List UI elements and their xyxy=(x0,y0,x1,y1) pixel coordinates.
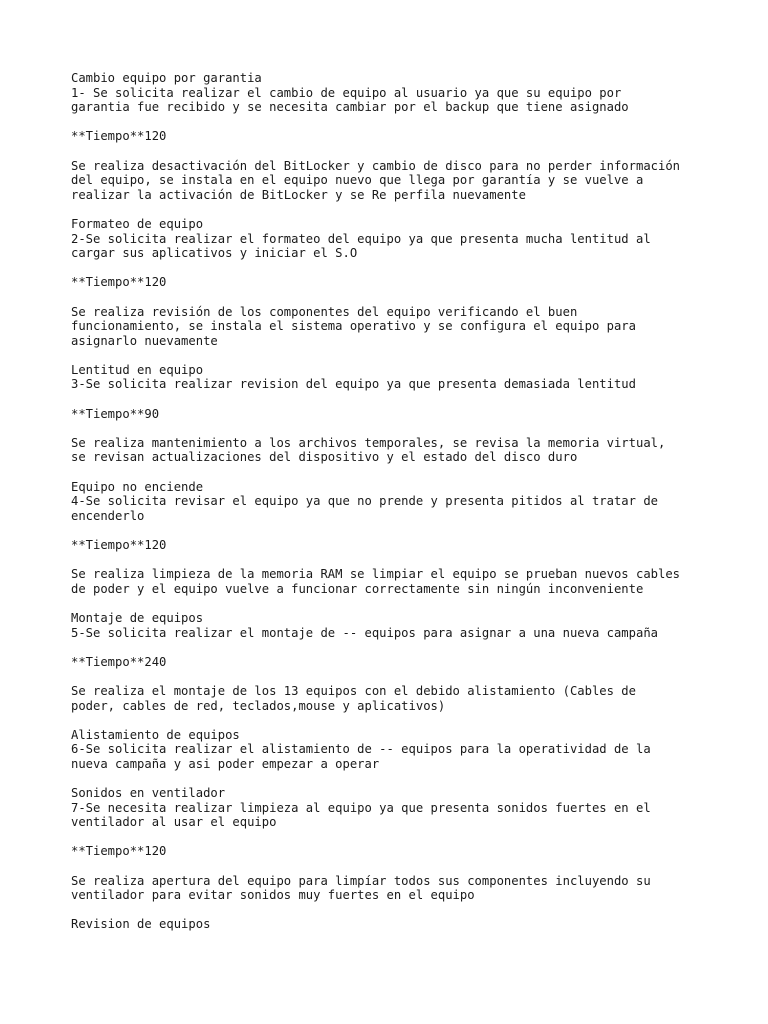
text-line: Montaje de equipos xyxy=(71,610,204,625)
document-paragraph xyxy=(71,655,731,670)
text-line: Cambio equipo por garantia xyxy=(71,71,262,85)
text-line: Se realiza el montaje de los 13 equipos con el debido alistamiento (Cables de xyxy=(71,683,636,698)
text-line: 3-Se solicita realizar revision del equipo ya que presenta demasiada lentitud xyxy=(71,377,636,392)
document-paragraph xyxy=(71,217,731,261)
text-line: 7-Se necesita realizar limpieza al equipo ya que presenta sonidos fuertes en el xyxy=(71,800,651,815)
text-line: **Tiempo**120 xyxy=(71,129,167,144)
text-line: **Tiempo**120 xyxy=(71,844,167,859)
document-paragraph xyxy=(71,407,731,422)
text-line: **Tiempo**90 xyxy=(71,406,160,421)
document-paragraph xyxy=(71,844,731,859)
document-paragraph xyxy=(71,363,731,392)
text-line: de poder y el equipo vuelve a funcionar correctamente sin ningún inconveniente xyxy=(71,581,644,596)
text-line: Se realiza desactivación del BitLocker y cambio de disco para no perder información xyxy=(71,158,681,173)
document-paragraph xyxy=(71,917,731,932)
text-line: poder, cables de red, teclados,mouse y aplicativos) xyxy=(71,698,446,713)
text-line: nueva campaña y asi poder empezar a operar xyxy=(71,756,380,771)
document-paragraph xyxy=(71,567,731,596)
document-paragraph xyxy=(71,305,731,349)
text-line: 6-Se solicita realizar el alistamiento de -- equipos para la operatividad de la xyxy=(71,742,651,757)
text-line: **Tiempo**120 xyxy=(71,275,167,290)
document-body xyxy=(71,71,731,947)
text-line: 1- Se solicita realizar el cambio de equipo al usuario ya que su equipo por xyxy=(71,85,622,100)
text-line: encenderlo xyxy=(71,508,145,523)
document-paragraph xyxy=(71,728,731,772)
document-paragraph xyxy=(71,129,731,144)
document-paragraph xyxy=(71,684,731,713)
text-line: garantia fue recibido y se necesita cambiar por el backup que tiene asignado xyxy=(71,100,629,115)
text-line: funcionamiento, se instala el sistema operativo y se configura el equipo para xyxy=(71,319,636,334)
text-line: Lentitud en equipo xyxy=(71,362,204,377)
text-line: Se realiza limpieza de la memoria RAM se limpiar el equipo se prueban nuevos cables xyxy=(71,567,681,582)
document-paragraph xyxy=(71,159,731,203)
text-line: se revisan actualizaciones del dispositivo y el estado del disco duro xyxy=(71,450,578,465)
text-line: Sonidos en ventilador xyxy=(71,786,226,801)
text-line: ventilador para evitar sonidos muy fuertes en el equipo xyxy=(71,888,475,903)
document-paragraph xyxy=(71,538,731,553)
text-line: 4-Se solicita revisar el equipo ya que no prende y presenta pitidos al tratar de xyxy=(71,494,658,509)
document-paragraph xyxy=(71,436,731,465)
document-paragraph xyxy=(71,611,731,640)
text-line: Se realiza mantenimiento a los archivos temporales, se revisa la memoria virtual, xyxy=(71,435,666,450)
text-line: Equipo no enciende xyxy=(71,479,204,494)
text-line: **Tiempo**120 xyxy=(71,538,167,552)
text-line: Revision de equipos xyxy=(71,917,211,932)
document-paragraph xyxy=(71,874,731,903)
text-line: realizar la activación de BitLocker y se Re perfila nuevamente xyxy=(71,187,526,202)
text-line: asignarlo nuevamente xyxy=(71,333,218,348)
document-paragraph xyxy=(71,71,731,115)
document-paragraph xyxy=(71,275,731,290)
text-line: Formateo de equipo xyxy=(71,216,204,231)
text-line: ventilador al usar el equipo xyxy=(71,815,277,830)
text-line: 2-Se solicita realizar el formateo del equipo ya que presenta mucha lentitud al xyxy=(71,231,651,246)
text-line: **Tiempo**240 xyxy=(71,654,167,669)
text-line: Alistamiento de equipos xyxy=(71,727,240,742)
text-line: cargar sus aplicativos y iniciar el S.O xyxy=(71,246,358,261)
document-paragraph xyxy=(71,480,731,524)
text-line: 5-Se solicita realizar el montaje de -- equipos para asignar a una nueva campaña xyxy=(71,625,658,640)
text-line: Se realiza apertura del equipo para limpíar todos sus componentes incluyendo su xyxy=(71,873,651,888)
text-line: del equipo, se instala en el equipo nuevo que llega por garantía y se vuelve a xyxy=(71,173,644,188)
text-line: Se realiza revisión de los componentes del equipo verificando el buen xyxy=(71,304,578,319)
document-paragraph xyxy=(71,786,731,830)
